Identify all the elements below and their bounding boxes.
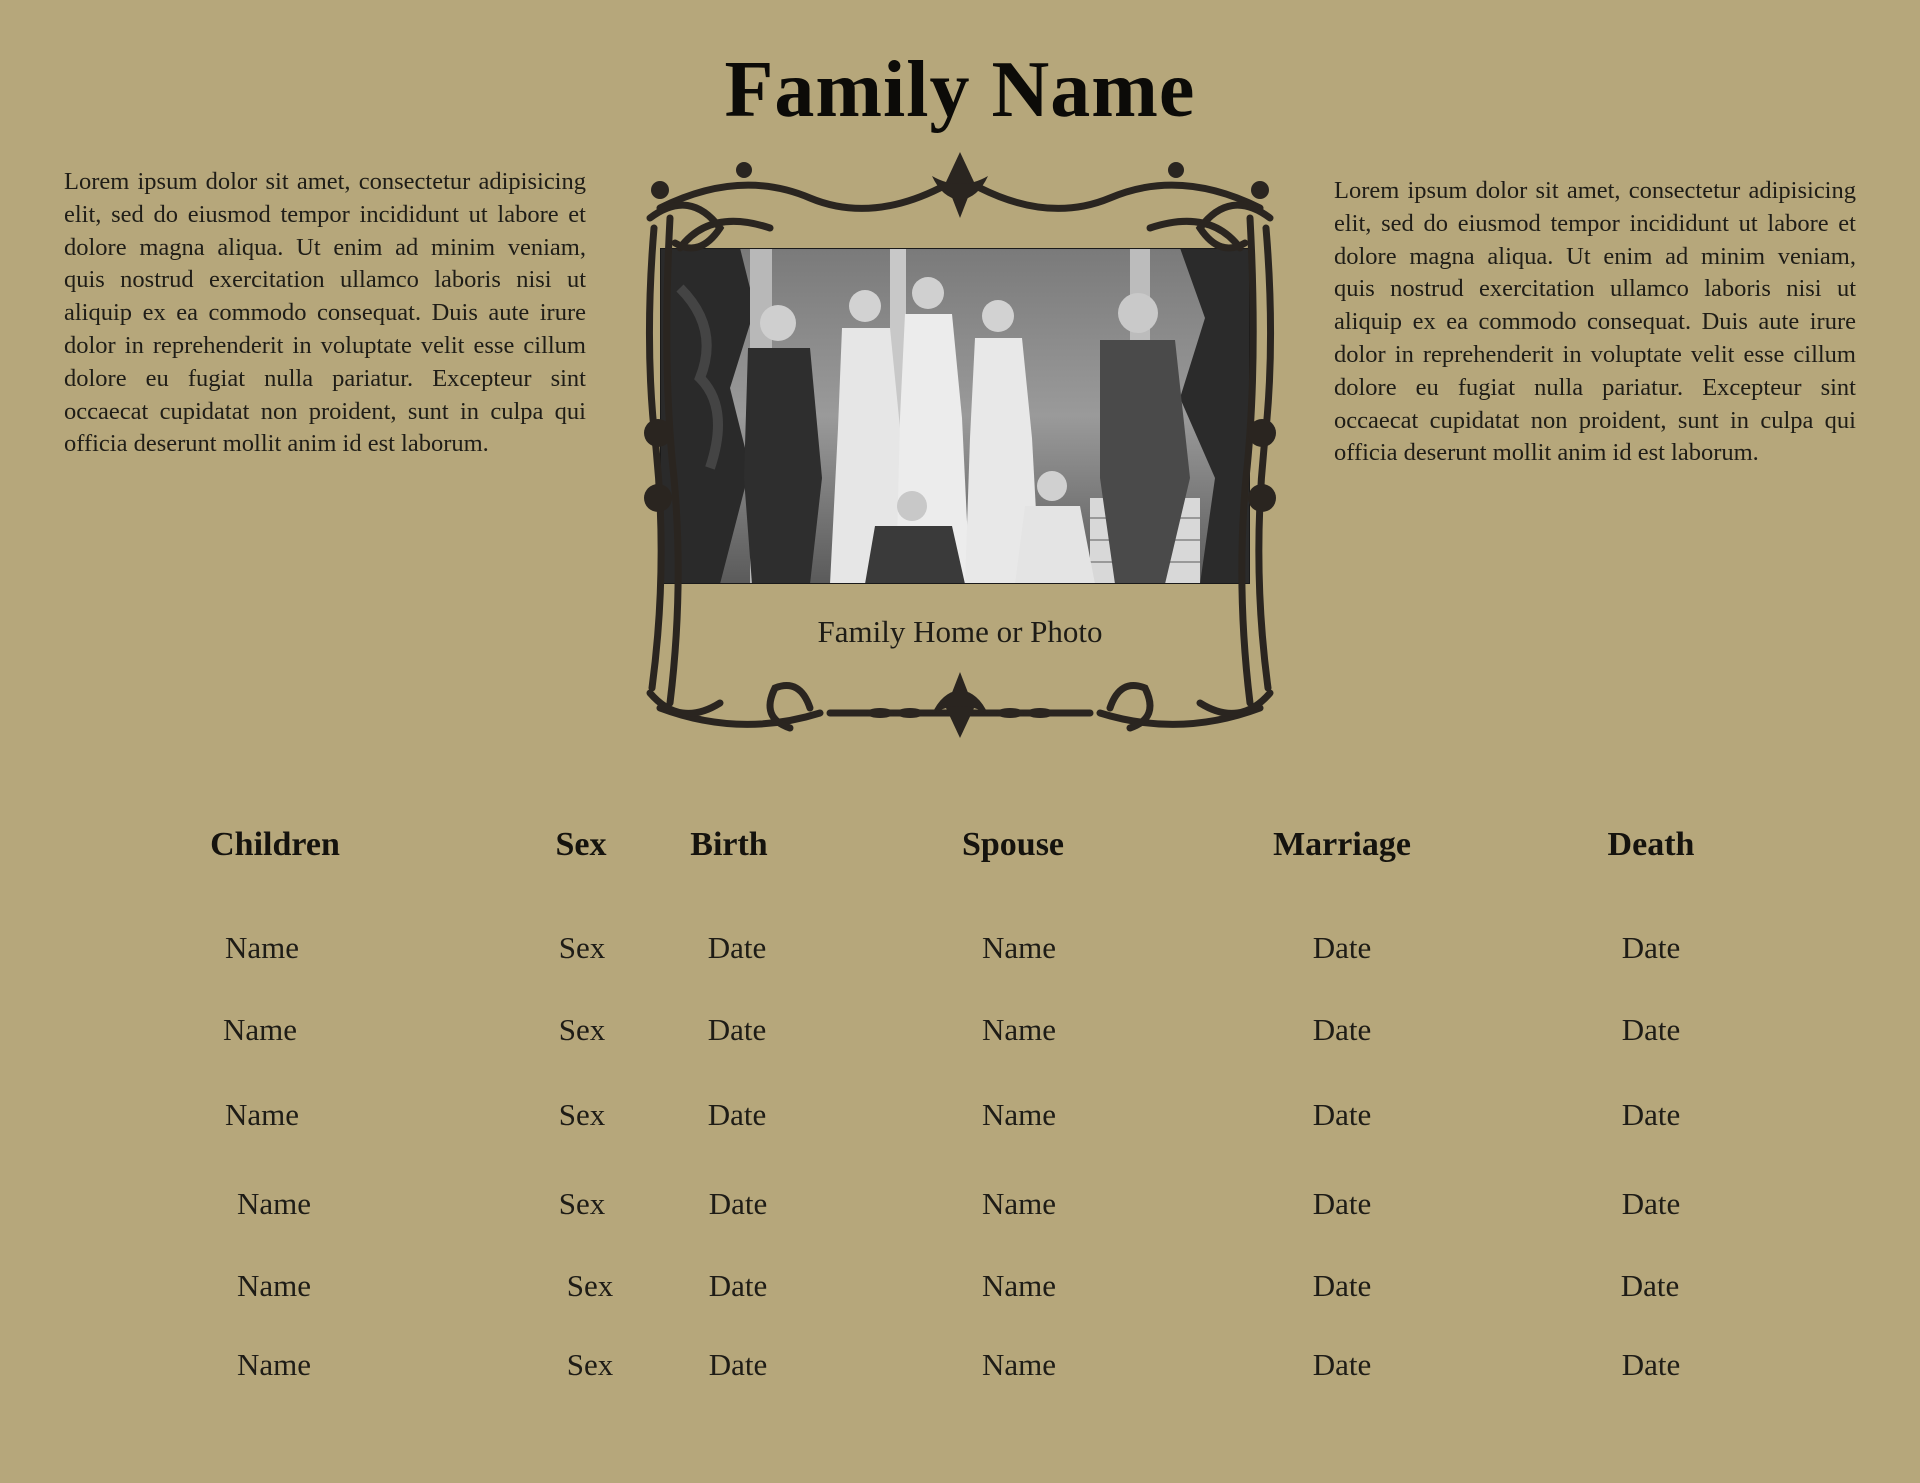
row-2-children: Name <box>222 1012 298 1047</box>
right-paragraph: Lorem ipsum dolor sit amet, consectetur adipisicing elit, sed do eiusmod tempor incididunt ut labore et dolore magna aliqua. Ut enim ad minim veniam, quis nostrud exercitation ullamco laboris nisi ut aliquip ex ea commodo consequat. Duis aute irure dolor in reprehenderit in voluptate velit esse cillum dolore eu fugiat nulla pariatur. Excepteur sint occaecat cupidatat non proident, sunt in culpa qui officia deserunt mollit anim id est laborum. <box>1334 177 1856 467</box>
row-3-marriage: Date <box>1312 1097 1372 1132</box>
row-2-marriage: Date <box>1312 1012 1372 1047</box>
header-marriage: Marriage <box>1273 826 1411 863</box>
row-5-birth: Date <box>708 1268 768 1303</box>
ornament-border-art <box>640 148 1280 740</box>
row-5-spouse: Name <box>981 1268 1057 1303</box>
row-4-marriage: Date <box>1312 1186 1372 1221</box>
row-5-sex: Sex <box>566 1268 614 1303</box>
row-3-children: Name <box>224 1097 300 1132</box>
header-birth: Birth <box>690 826 768 863</box>
row-6-marriage: Date <box>1312 1347 1372 1382</box>
header-spouse: Spouse <box>961 826 1065 863</box>
row-6-children: Name <box>236 1347 312 1382</box>
row-2-sex: Sex <box>558 1012 606 1047</box>
row-1-spouse: Name <box>981 930 1057 965</box>
left-paragraph: Lorem ipsum dolor sit amet, consectetur adipisicing elit, sed do eiusmod tempor incididunt ut labore et dolore magna aliqua. Ut enim ad minim veniam, quis nostrud exercitation ullamco laboris nisi ut aliquip ex ea commodo consequat. Duis aute irure dolor in reprehenderit in voluptate velit esse cillum dolore eu fugiat nulla pariatur. Excepteur sint occaecat cupidatat non proident, sunt in culpa qui officia deserunt mollit anim id est laborum. <box>64 168 586 458</box>
row-6-death: Date <box>1621 1347 1681 1382</box>
row-1-death: Date <box>1621 930 1681 965</box>
row-6-sex: Sex <box>566 1347 614 1382</box>
row-2-birth: Date <box>707 1012 767 1047</box>
row-5-children: Name <box>236 1268 312 1303</box>
row-4-birth: Date <box>708 1186 768 1221</box>
row-5-death: Date <box>1620 1268 1680 1303</box>
header-sex: Sex <box>555 826 607 863</box>
row-3-death: Date <box>1621 1097 1681 1132</box>
row-3-spouse: Name <box>981 1097 1057 1132</box>
family-title: Family Name <box>724 46 1196 134</box>
row-2-spouse: Name <box>981 1012 1057 1047</box>
row-6-birth: Date <box>708 1347 768 1382</box>
header-death: Death <box>1607 826 1695 863</box>
row-3-sex: Sex <box>558 1097 606 1132</box>
row-1-marriage: Date <box>1312 930 1372 965</box>
row-1-birth: Date <box>707 930 767 965</box>
row-5-marriage: Date <box>1312 1268 1372 1303</box>
row-1-sex: Sex <box>558 930 606 965</box>
row-2-death: Date <box>1621 1012 1681 1047</box>
row-4-sex: Sex <box>558 1186 606 1221</box>
photo-caption: Family Home or Photo <box>817 614 1103 649</box>
row-3-birth: Date <box>707 1097 767 1132</box>
header-children: Children <box>210 826 340 863</box>
row-4-children: Name <box>236 1186 312 1221</box>
row-4-spouse: Name <box>981 1186 1057 1221</box>
row-6-spouse: Name <box>981 1347 1057 1382</box>
row-1-children: Name <box>224 930 300 965</box>
row-4-death: Date <box>1621 1186 1681 1221</box>
ornamental-photo-frame <box>640 148 1280 740</box>
